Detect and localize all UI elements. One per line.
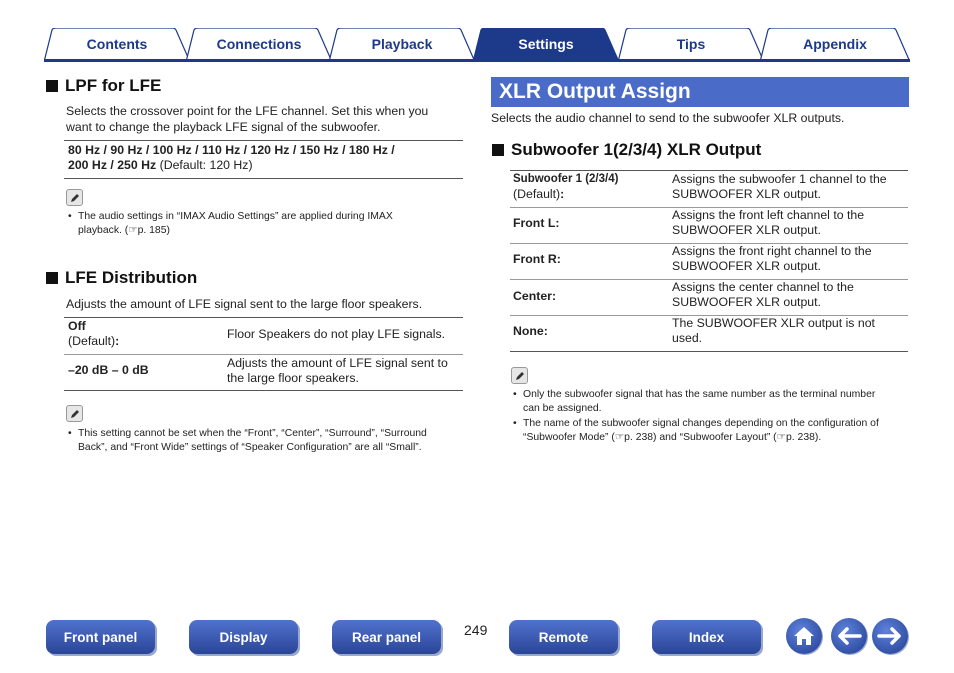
xlr-note-1-line-1: Only the subwoofer signal that has the same number as the terminal number — [523, 389, 876, 400]
xlr-note-2-ref-2[interactable]: p. 238). — [785, 431, 822, 443]
divider — [64, 354, 463, 355]
lfe-note — [66, 427, 466, 454]
tab-playback[interactable] — [329, 28, 475, 60]
subwoofer-xlr-heading-text: Subwoofer 1(2/3/4) XLR Output — [511, 140, 762, 159]
subwoofer-xlr-heading — [492, 140, 761, 160]
xlr-option-subwoofer: Subwoofer 1 (2/3/4) — [513, 173, 619, 185]
tab-settings[interactable] — [473, 28, 619, 60]
divider — [64, 390, 463, 391]
lpf-default: (Default: 120 Hz) — [156, 158, 253, 172]
lfe-option-off-desc: Floor Speakers do not play LFE signals. — [227, 327, 446, 341]
default-label: (Default) — [68, 334, 116, 348]
lpf-note — [66, 210, 466, 237]
lfe-description: Adjusts the amount of LFE signal sent to the large floor speakers. — [66, 297, 423, 311]
tab-label: Contents — [86, 36, 148, 52]
lpf-heading-text: LPF for LFE — [65, 76, 162, 95]
lpf-note-line-2: playback. ( — [78, 224, 129, 236]
xlr-note-2-line-2a: “Subwoofer Mode” ( — [523, 431, 615, 443]
lfe-heading — [46, 268, 197, 288]
xlr-option-subwoofer-desc-2: SUBWOOFER XLR output. — [672, 187, 821, 201]
tab-label: Connections — [216, 36, 302, 52]
tab-contents[interactable] — [44, 28, 190, 60]
xlr-option-front-l-desc-1: Assigns the front left channel to the — [672, 208, 865, 222]
xlr-option-none-desc-2: used. — [672, 331, 703, 345]
note-pencil-icon — [66, 189, 83, 206]
xlr-option-front-r-desc-2: SUBWOOFER XLR output. — [672, 259, 821, 273]
lpf-values-bold: 200 Hz / 250 Hz — [68, 158, 157, 172]
divider — [510, 351, 908, 352]
lpf-heading — [46, 76, 161, 96]
rear-panel-button[interactable]: Rear panel — [332, 620, 441, 654]
xlr-option-subwoofer-default — [513, 187, 564, 202]
xlr-option-center-desc-1: Assigns the center channel to the — [672, 280, 854, 294]
xlr-description: Selects the audio channel to send to the subwoofer XLR outputs. — [491, 111, 845, 125]
page-number: 249 — [464, 622, 488, 638]
note-pencil-icon — [511, 367, 528, 384]
xlr-note-1 — [511, 388, 911, 415]
default-label: (Default) — [513, 187, 561, 201]
lpf-description-line-2: want to change the playback LFE signal of the subwoofer. — [66, 120, 381, 134]
lpf-note-ref[interactable]: p. 185) — [137, 224, 170, 236]
xlr-option-front-l-desc-2: SUBWOOFER XLR output. — [672, 223, 821, 237]
lfe-note-line-2: Back”, and “Front Wide” settings of “Speaker Configuration” are all “Small”. — [78, 441, 422, 453]
tab-connections[interactable] — [186, 28, 332, 60]
xlr-option-front-l: Front L: — [513, 216, 560, 230]
home-icon[interactable] — [786, 618, 822, 654]
remote-button[interactable]: Remote — [509, 620, 618, 654]
heading-square-icon — [492, 144, 504, 156]
lpf-note-line-1: The audio settings in “IMAX Audio Settings” are applied during IMAX — [78, 211, 393, 222]
lpf-values-line-1: 80 Hz / 90 Hz / 100 Hz / 110 Hz / 120 Hz / 150 Hz / 180 Hz / — [68, 143, 395, 157]
xlr-option-center: Center: — [513, 289, 557, 303]
xlr-option-center-desc-2: SUBWOOFER XLR output. — [672, 295, 821, 309]
back-arrow-icon[interactable] — [831, 618, 867, 654]
divider — [64, 140, 463, 141]
page-reference-icon: ☞ — [614, 431, 625, 443]
tab-label: Tips — [676, 36, 706, 52]
colon: : — [560, 187, 565, 201]
lpf-description-line-1: Selects the crossover point for the LFE channel. Set this when you — [66, 104, 429, 118]
xlr-output-assign-title: XLR Output Assign — [491, 77, 909, 107]
page-reference-icon: ☞ — [128, 224, 138, 236]
display-button[interactable]: Display — [189, 620, 298, 654]
xlr-note-2-ref-1[interactable]: p. 238) and “Subwoofer Layout” ( — [624, 431, 777, 443]
forward-arrow-icon[interactable] — [872, 618, 908, 654]
tab-label: Appendix — [803, 36, 867, 52]
divider — [510, 170, 908, 171]
index-button[interactable]: Index — [652, 620, 761, 654]
xlr-option-front-r-desc-1: Assigns the front right channel to the — [672, 244, 872, 258]
front-panel-button[interactable]: Front panel — [46, 620, 155, 654]
lfe-option-range-desc-2: the large floor speakers. — [227, 371, 359, 385]
tab-baseline — [44, 59, 910, 62]
xlr-option-none-desc-1: The SUBWOOFER XLR output is not — [672, 316, 875, 330]
heading-square-icon — [46, 272, 58, 284]
lfe-option-off-default — [68, 334, 119, 349]
xlr-note-2-line-1: The name of the subwoofer signal changes depending on the configuration of — [523, 418, 879, 429]
colon: : — [115, 334, 120, 348]
xlr-option-front-r: Front R: — [513, 252, 561, 266]
xlr-option-subwoofer-desc-1: Assigns the subwoofer 1 channel to the — [672, 172, 887, 186]
note-pencil-icon — [66, 405, 83, 422]
lfe-option-range: –20 dB – 0 dB — [68, 363, 149, 377]
xlr-note-2 — [511, 417, 911, 444]
lfe-note-line-1: This setting cannot be set when the “Front”, “Center”, “Surround”, “Surround — [78, 428, 427, 439]
xlr-option-none: None: — [513, 324, 548, 338]
lpf-values-line-2 — [68, 158, 253, 173]
tab-appendix[interactable] — [760, 28, 910, 60]
lfe-heading-text: LFE Distribution — [65, 268, 198, 287]
tab-label: Settings — [518, 36, 574, 52]
lfe-option-range-desc-1: Adjusts the amount of LFE signal sent to — [227, 356, 448, 370]
divider — [64, 178, 463, 179]
divider — [64, 317, 463, 318]
tab-tips[interactable] — [618, 28, 764, 60]
page-reference-icon: ☞ — [776, 431, 786, 443]
heading-square-icon — [46, 80, 58, 92]
lfe-option-off: Off — [68, 319, 86, 333]
tab-bar — [44, 26, 910, 62]
tab-label: Playback — [371, 36, 433, 52]
xlr-note-1-line-2: can be assigned. — [523, 402, 602, 414]
